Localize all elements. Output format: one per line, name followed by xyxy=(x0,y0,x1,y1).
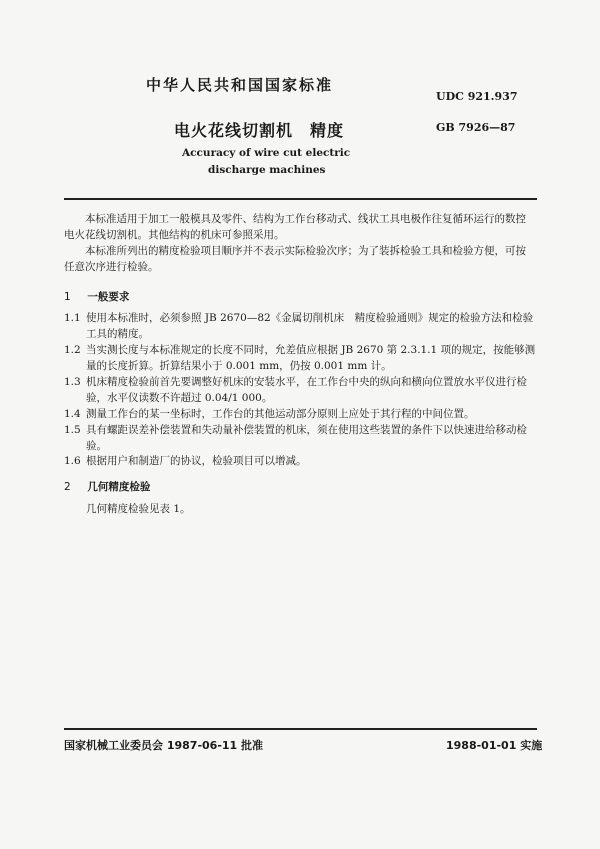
clause-text: 机床精度检验前首先要调整好机床的安装水平，在工作台中央的纵向和横向位置放水平仪进行检验，水平仪读数不许超过 0.04/1 000。 xyxy=(86,376,527,404)
section-number: 1 xyxy=(64,291,71,303)
footer-divider xyxy=(64,728,537,730)
clause-number: 1.1 xyxy=(64,312,81,324)
udc-code: UDC 921.937 xyxy=(436,90,518,103)
approval-line: 国家机械工业委员会 1987-06-11 批准 xyxy=(64,739,264,752)
intro-paragraph-order: 本标准所列出的精度检验项目顺序并不表示实际检验次序；为了装拆检验工具和检验方便，可按任意次序进行检验。 xyxy=(64,245,526,273)
clause-text: 使用本标准时，必须参照 JB 2670—82《金属切削机床 精度检验通则》规定的检验方法和检验工具的精度。 xyxy=(86,312,534,340)
effective-date: 1988-01-01 实施 xyxy=(446,739,543,752)
english-title-line1: Accuracy of wire cut electric xyxy=(182,147,351,159)
section-title: 一般要求 xyxy=(87,291,130,303)
clause-item xyxy=(64,422,537,454)
clause-item xyxy=(64,310,537,342)
clause-number: 1.2 xyxy=(64,344,81,356)
clause-number: 1.6 xyxy=(64,455,81,467)
standard-code: GB 7926—87 xyxy=(436,121,516,134)
section-heading-geometric xyxy=(64,479,150,494)
clause-text: 根据用户和制造厂的协议，检验项目可以增减。 xyxy=(86,455,307,467)
clause-number: 1.3 xyxy=(64,376,81,388)
clause-text: 当实测长度与本标准规定的长度不同时，允差值应根据 JB 2670 第 2.3.1.1 项的规定，按能够测量的长度折算。折算结果小于 0.001 mm，仍按 0.001 mm 计。 xyxy=(86,344,536,372)
clause-text: 具有螺距误差补偿装置和失动量补偿装置的机床，须在使用这些装置的条件下以快速进给移动检验。 xyxy=(86,424,527,452)
section-heading-general xyxy=(64,289,129,304)
clause-number: 1.4 xyxy=(64,408,81,420)
clause-item xyxy=(64,406,537,422)
header-divider xyxy=(64,198,537,200)
section2-text: 几何精度检验见表 1。 xyxy=(86,503,191,515)
clause-number: 1.5 xyxy=(64,424,81,436)
section-number: 2 xyxy=(64,481,71,493)
clause-item xyxy=(64,342,537,374)
english-title-line2: discharge machines xyxy=(208,164,326,176)
clause-item xyxy=(64,374,537,406)
section-title: 几何精度检验 xyxy=(87,481,151,493)
intro-paragraph-scope: 本标准适用于加工一般模具及零件、结构为工作台移动式、线状工具电极作往复循环运行的数控电火花线切割机。其他结构的机床可参照采用。 xyxy=(64,213,526,241)
issuing-authority: 中华人民共和国国家标准 xyxy=(146,76,334,94)
clause-item xyxy=(64,453,537,469)
clause-text: 测量工作台的某一坐标时，工作台的其他运动部分原则上应处于其行程的中间位置。 xyxy=(86,408,475,420)
document-title: 电火花线切割机 精度 xyxy=(174,121,345,140)
